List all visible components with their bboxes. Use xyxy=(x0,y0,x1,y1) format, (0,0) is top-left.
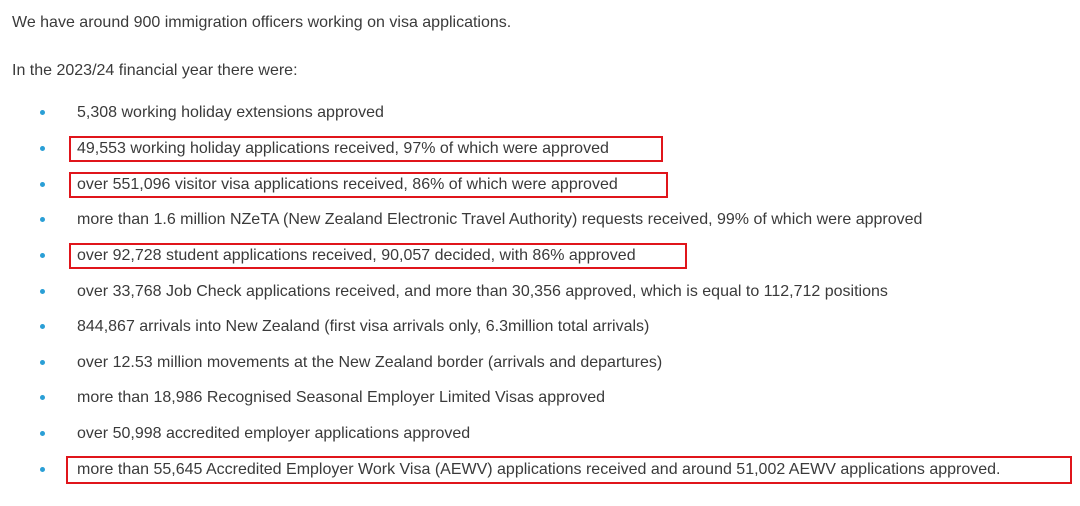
list-item xyxy=(0,242,1080,270)
bullet-icon xyxy=(40,182,45,187)
list-item-text: over 12.53 million movements at the New Zealand border (arrivals and departures) xyxy=(77,354,663,371)
list-item xyxy=(0,384,1080,412)
list-item-text: over 551,096 visitor visa applications received, 86% of which were approved xyxy=(77,176,618,193)
list-item-text: 844,867 arrivals into New Zealand (first visa arrivals only, 6.3million total arrivals) xyxy=(77,318,650,335)
bullet-icon xyxy=(40,360,45,365)
bullet-icon xyxy=(40,324,45,329)
bullet-icon xyxy=(40,110,45,115)
list-item xyxy=(0,99,1080,127)
bullet-icon xyxy=(40,289,45,294)
list-item-text: 5,308 working holiday extensions approved xyxy=(77,104,384,121)
list-item xyxy=(0,171,1080,199)
bullet-icon xyxy=(40,217,45,222)
bullet-icon xyxy=(40,467,45,472)
list-item-text: more than 55,645 Accredited Employer Work Visa (AEWV) applications received and around 51,002 AEWV applications approved. xyxy=(77,461,1001,478)
list-item-text: over 92,728 student applications received, 90,057 decided, with 86% approved xyxy=(77,247,636,264)
list-item-text: more than 1.6 million NZeTA (New Zealand Electronic Travel Authority) requests received, 99% of which were approved xyxy=(77,211,923,228)
bullet-icon xyxy=(40,395,45,400)
list-item xyxy=(0,349,1080,377)
list-item-text: more than 18,986 Recognised Seasonal Employer Limited Visas approved xyxy=(77,389,606,406)
list-item xyxy=(0,135,1080,163)
bullet-icon xyxy=(40,146,45,151)
list-item xyxy=(0,278,1080,306)
lead-paragraph: In the 2023/24 financial year there were: xyxy=(12,62,298,79)
intro-paragraph: We have around 900 immigration officers working on visa applications. xyxy=(12,14,512,31)
list-item xyxy=(0,206,1080,234)
bullet-icon xyxy=(40,253,45,258)
bullet-icon xyxy=(40,431,45,436)
list-item-text: over 33,768 Job Check applications received, and more than 30,356 approved, which is equal to 112,712 positions xyxy=(77,283,888,300)
list-item-text: over 50,998 accredited employer applications approved xyxy=(77,425,471,442)
list-item xyxy=(0,456,1080,484)
list-item xyxy=(0,313,1080,341)
list-item-text: 49,553 working holiday applications received, 97% of which were approved xyxy=(77,140,609,157)
list-item xyxy=(0,420,1080,448)
